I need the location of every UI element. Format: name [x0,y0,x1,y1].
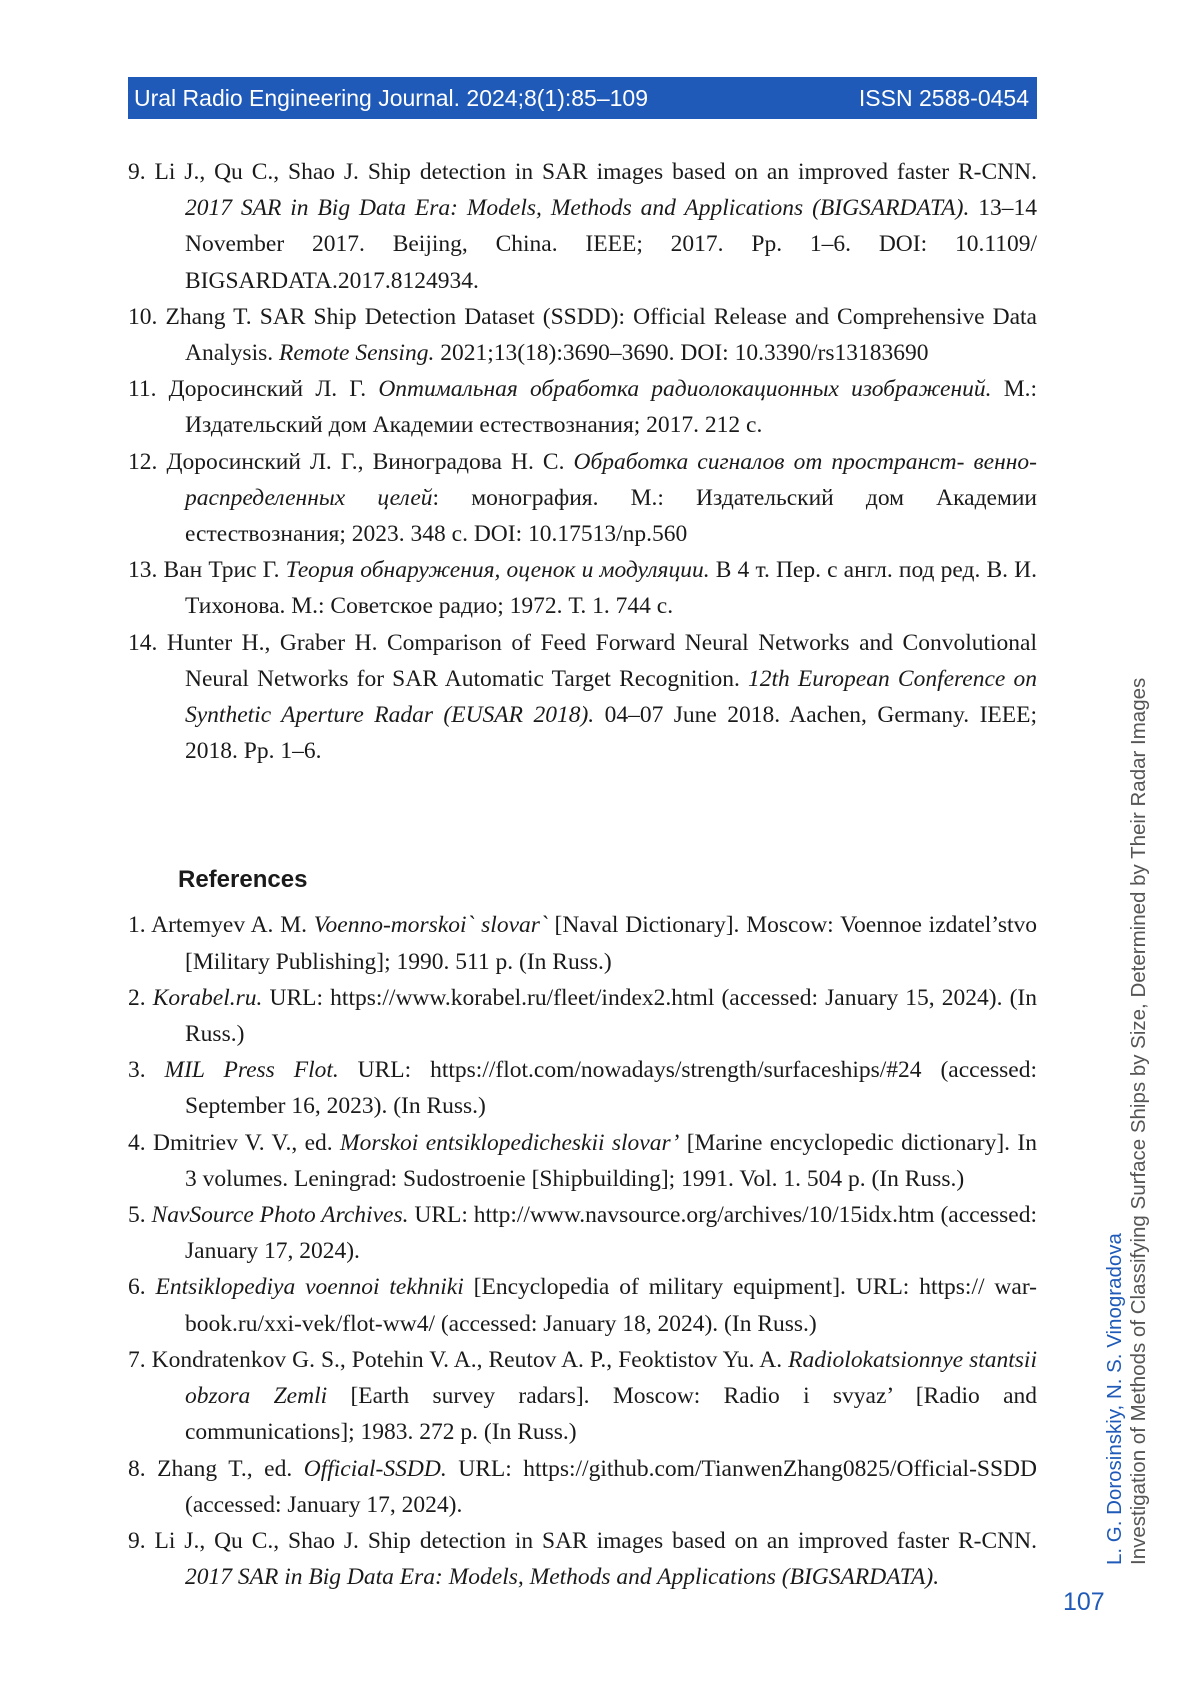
side-authors: L. G. Dorosinskiy, N. S. Vinogradova [1103,1233,1126,1565]
side-article-title: Investigation of Methods of Classifying Surface Ships by Size, Determined by Their Radar Images [1127,677,1150,1565]
journal-header [128,77,1037,119]
journal-title: Ural Radio Engineering Journal. 2024;8(1):85–109 [134,84,649,111]
reference-item: 5. NavSource Photo Archives. URL: http://www.navsource.org/archives/10/15idx.htm (accessed: January 17, 2024). [128,1202,1037,1265]
issn: ISSN 2588-0454 [858,84,1029,111]
reference-item: 1. Artemyev A. M. Voenno-morskoi` slovar` [Naval Dictionary]. Moscow: Voennoe izdatel’stvo [Military Publishing]; 1990. 511 p. (In Russ.) [128,912,1037,975]
references-heading: References [178,866,308,894]
reference-item: 6. Entsiklopediya voennoi tekhniki [Encyclopedia of military equipment]. URL: https:// war-book.ru/xxi-vek/flot-ww4/ (accessed: January 18, 2024). (In Russ.) [128,1274,1037,1337]
reference-item: 13. Ван Трис Г. Теория обнаружения, оценок и модуляции. В 4 т. Пер. с англ. под ред. В. И. Тихонова. М.: Советское радио; 1972. Т. 1. 744 с. [128,557,1037,620]
reference-item: 10. Zhang T. SAR Ship Detection Dataset (SSDD): Official Release and Comprehensive Data Analysis. Remote Sensing. 2021;13(18):3690–3690. DOI: 10.3390/rs13183690 [128,303,1037,367]
reference-item: 8. Zhang T., ed. Official-SSDD. URL: https://github.com/TianwenZhang0825/Official-SSDD (accessed: January 17, 2024). [128,1455,1037,1518]
reference-item: 7. Kondratenkov G. S., Potehin V. A., Reutov A. P., Feoktistov Yu. A. Radiolokatsionnye stantsii obzora Zemli [Earth survey radars]. Moscow: Radio i svyaz’ [Radio and communications]; 1983. 272 p. (In Russ.) [128,1346,1037,1446]
reference-list-ru [128,154,1037,769]
reference-list-en [128,907,1037,1595]
running-sidebar [1103,678,1151,1565]
reference-item: 2. Korabel.ru. URL: https://www.korabel.ru/fleet/index2.html (accessed: January 15, 2024). (In Russ.) [128,984,1038,1048]
reference-item: 11. Доросинский Л. Г. Оптимальная обработка радиолокационных изображений. М.: Издательский дом Академии естествознания; 2017. 212 с. [128,376,1037,439]
page-number: 107 [1063,1588,1105,1616]
reference-item: 9. Li J., Qu C., Shao J. Ship detection in SAR images based on an improved faster R-CNN. 2017 SAR in Big Data Era: Models, Methods and Applications (BIGSARDATA). [128,1527,1037,1591]
reference-item: 14. Hunter H., Graber H. Comparison of Feed Forward Neural Networks and Convolutional Neural Networks for SAR Automatic Target Recognition. 12th European Conference on Synthetic Aperture Radar (EUSAR 2018). 04–07 June 2018. Aachen, Germany. IEEE; 2018. Pp. 1–6. [128,629,1037,765]
reference-item: 4. Dmitriev V. V., ed. Morskoi entsiklopedicheskii slovar’ [Marine encyclopedic dictionary]. In 3 volumes. Leningrad: Sudostroenie [Shipbuilding]; 1991. Vol. 1. 504 p. (In Russ.) [128,1129,1037,1192]
page-content [128,154,1037,1595]
reference-item: 12. Доросинский Л. Г., Виноградова Н. С. Обработка сигналов от пространст- венно- распределенных целей: монография. М.: Издательский дом Академии естествознания; 2023. 348 с. DOI: 10.17513/np.560 [128,448,1037,548]
reference-item: 3. MIL Press Flot. URL: https://flot.com/nowadays/strength/surfaceships/#24 (accessed: September 16, 2023). (In Russ.) [128,1057,1038,1120]
reference-item: 9. Li J., Qu C., Shao J. Ship detection in SAR images based on an improved faster R-CNN. 2017 SAR in Big Data Era: Models, Methods and Applications (BIGSARDATA). 13–14 November 2017. Beijing, China. IEEE; 2017. Pp. 1–6. DOI: 10.1109/ BIGSARDATA.2017.8124934. [128,159,1038,294]
